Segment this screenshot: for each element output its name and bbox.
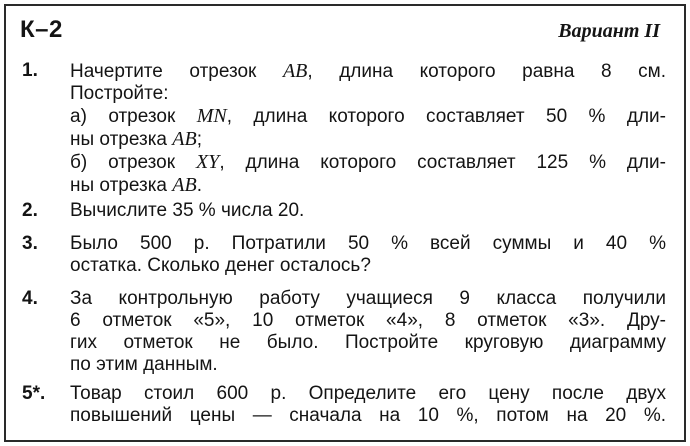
task-5 <box>22 383 666 427</box>
task-number: 4. <box>22 288 38 309</box>
task-line: повышений цены — сначала на 10 %, потом на 20 %. <box>70 405 666 426</box>
task-line: Постройте: <box>70 83 169 104</box>
task-line: по этим данным. <box>70 354 218 375</box>
task-number: 2. <box>22 200 38 221</box>
task-line: За контрольную работу учащиеся 9 класса получили <box>70 288 666 309</box>
task-number: 5*. <box>22 383 46 404</box>
task-line: Товар стоил 600 р. Определите его цену после двух <box>70 383 666 404</box>
task-line: остатка. Сколько денег осталось? <box>70 255 371 276</box>
task-line: а) отрезок MN, длина которого составляет 50 % дли- <box>70 105 666 127</box>
task-text <box>70 200 666 222</box>
task-line: ны отрезка AB; <box>70 128 203 150</box>
task-text <box>70 288 666 376</box>
test-code: К–2 <box>20 16 63 43</box>
task-line: ны отрезка AB. <box>70 174 203 196</box>
task-text <box>70 233 666 277</box>
task-3 <box>22 233 666 277</box>
task-text <box>70 383 666 427</box>
task-2 <box>22 200 666 222</box>
task-line: б) отрезок XY, длина которого составляет 125 % дли- <box>70 151 666 173</box>
task-line: Было 500 р. Потратили 50 % всей суммы и 40 % <box>70 233 666 254</box>
task-1 <box>22 60 666 197</box>
task-line: гих отметок не было. Постройте круговую диаграмму <box>70 332 666 353</box>
task-text <box>70 60 666 197</box>
task-line: Начертите отрезок AB, длина которого равна 8 см. <box>70 60 666 82</box>
task-number: 1. <box>22 60 38 81</box>
task-number: 3. <box>22 233 38 254</box>
task-line: 6 отметок «5», 10 отметок «4», 8 отметок «3». Дру- <box>70 310 666 331</box>
variant-label: Вариант II <box>558 20 660 42</box>
task-line: Вычислите 35 % числа 20. <box>70 200 305 221</box>
task-4 <box>22 288 666 376</box>
